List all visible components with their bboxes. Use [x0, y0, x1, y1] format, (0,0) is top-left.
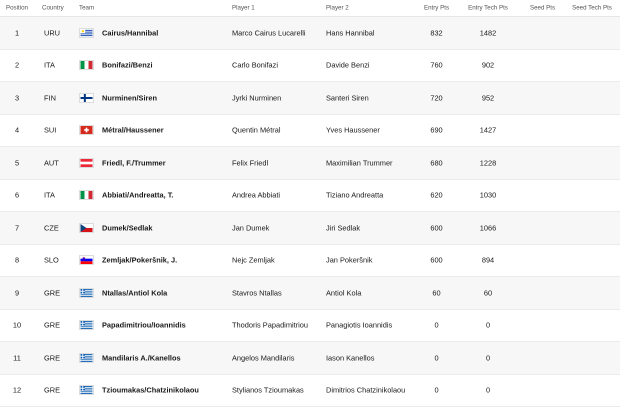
player1-link[interactable]: Andrea Abbiati: [232, 190, 281, 200]
player2-link[interactable]: Santeri Siren: [326, 93, 369, 103]
player1-link[interactable]: Nejc Zemljak: [232, 255, 275, 265]
player2-link[interactable]: Jiri Sedlak: [326, 223, 361, 233]
table-row[interactable]: [0, 82, 620, 115]
position-cell: 7: [14, 223, 20, 233]
table-body: [0, 17, 620, 407]
entry-pts-cell: 720: [430, 93, 443, 103]
entry-tech-pts-cell: 902: [481, 60, 495, 70]
table-row[interactable]: [0, 180, 620, 213]
country-cell: AUT: [44, 158, 59, 168]
player1-link[interactable]: Stavros Ntallas: [232, 288, 282, 298]
entry-pts-cell: 0: [434, 353, 439, 363]
position-cell: 11: [13, 353, 21, 363]
table-header: [0, 0, 620, 17]
team-link[interactable]: Cairus/Hannibal: [102, 28, 159, 38]
country-cell: CZE: [44, 223, 59, 233]
table-row[interactable]: [0, 147, 620, 180]
player2-link[interactable]: Antiol Kola: [326, 288, 362, 298]
header-country[interactable]: Country: [42, 4, 64, 12]
entry-tech-pts-cell: 952: [481, 93, 495, 103]
player1-link[interactable]: Felix Friedl: [232, 158, 269, 168]
team-link[interactable]: Papadimitriou/Ioannidis: [102, 320, 186, 330]
player2-link[interactable]: Maximilian Trummer: [326, 158, 393, 168]
position-cell: 6: [14, 190, 20, 200]
entry-pts-cell: 760: [430, 60, 443, 70]
player1-link[interactable]: Thodoris Papadimitriou: [232, 320, 308, 330]
greece-flag-icon: [79, 385, 96, 395]
team-link[interactable]: Ntallas/Antiol Kola: [102, 288, 168, 298]
entry-pts-cell: 0: [434, 320, 439, 330]
entry-pts-cell: 690: [430, 125, 443, 135]
header-seed-tech-pts[interactable]: Seed Tech Pts: [572, 4, 612, 12]
team-link[interactable]: Tzioumakas/Chatzinikolaou: [102, 385, 199, 395]
table-row[interactable]: [0, 245, 620, 278]
player2-link[interactable]: Davide Benzi: [326, 60, 370, 70]
table-row[interactable]: [0, 50, 620, 83]
greece-flag-icon: [79, 353, 96, 363]
switzerland-flag-icon: [79, 125, 96, 135]
country-cell: ITA: [44, 190, 55, 200]
uruguay-flag-icon: [79, 28, 96, 38]
italy-flag-icon: [79, 60, 96, 70]
entry-tech-pts-cell: 1482: [479, 28, 497, 38]
country-cell: FIN: [44, 93, 56, 103]
player2-link[interactable]: Yves Haussener: [326, 125, 380, 135]
austria-flag-icon: [79, 158, 96, 168]
entry-tech-pts-cell: 1228: [479, 158, 497, 168]
team-link[interactable]: Mandilaris A./Kanellos: [102, 353, 181, 363]
greece-flag-icon: [79, 320, 96, 330]
entry-pts-cell: 832: [430, 28, 443, 38]
player2-link[interactable]: Tiziano Andreatta: [326, 190, 384, 200]
player2-link[interactable]: Iason Kanellos: [326, 353, 375, 363]
entry-tech-pts-cell: 1066: [479, 223, 497, 233]
player1-link[interactable]: Jyrki Nurminen: [232, 93, 282, 103]
country-cell: GRE: [44, 320, 61, 330]
entry-pts-cell: 680: [430, 158, 443, 168]
table-row[interactable]: [0, 375, 620, 407]
italy-flag-icon: [79, 190, 96, 200]
position-cell: 3: [14, 93, 20, 103]
country-cell: GRE: [44, 288, 61, 298]
team-link[interactable]: Zemljak/Pokeršnik, J.: [102, 255, 178, 265]
team-link[interactable]: Nurminen/Siren: [102, 93, 158, 103]
country-cell: GRE: [44, 353, 61, 363]
table-row[interactable]: [0, 115, 620, 148]
country-cell: URU: [44, 28, 61, 38]
player1-link[interactable]: Angelos Mandilaris: [232, 353, 295, 363]
greece-flag-icon: [79, 288, 96, 298]
entry-pts-cell: 60: [432, 288, 441, 298]
position-cell: 9: [14, 288, 20, 298]
player2-link[interactable]: Hans Hannibal: [326, 28, 375, 38]
header-entry-pts[interactable]: Entry Pts: [423, 4, 450, 12]
header-team[interactable]: Team: [79, 4, 95, 12]
entry-tech-pts-cell: 894: [481, 255, 495, 265]
header-position[interactable]: Position: [5, 4, 28, 12]
entry-tech-pts-cell: 1030: [479, 190, 497, 200]
position-cell: 5: [14, 158, 20, 168]
team-link[interactable]: Abbiati/Andreatta, T.: [102, 190, 174, 200]
position-cell: 10: [12, 320, 22, 330]
player1-link[interactable]: Marco Cairus Lucarelli: [232, 28, 306, 38]
entry-tech-pts-cell: 1427: [479, 125, 497, 135]
position-cell: 1: [14, 28, 20, 38]
header-player1[interactable]: Player 1: [232, 4, 255, 12]
position-cell: 8: [14, 255, 20, 265]
team-link[interactable]: Métral/Haussener: [102, 125, 164, 135]
position-cell: 4: [14, 125, 20, 135]
player1-link[interactable]: Jan Dumek: [232, 223, 270, 233]
entry-tech-pts-cell: 0: [485, 353, 491, 363]
header-player2[interactable]: Player 2: [326, 4, 349, 12]
table-row[interactable]: [0, 17, 620, 50]
header-seed-pts[interactable]: Seed Pts: [529, 4, 556, 12]
country-cell: ITA: [44, 60, 55, 70]
team-link[interactable]: Bonifazi/Benzi: [102, 60, 153, 70]
position-cell: 12: [12, 385, 22, 395]
table-row[interactable]: [0, 277, 620, 310]
team-link[interactable]: Dumek/Sedlak: [102, 223, 153, 233]
player1-link[interactable]: Quentin Métral: [232, 125, 281, 135]
country-cell: SLO: [44, 255, 59, 265]
entry-pts-cell: 620: [430, 190, 443, 200]
header-entry-tech-pts[interactable]: Entry Tech Pts: [468, 4, 508, 12]
entry-pts-cell: 600: [430, 255, 443, 265]
slovenia-flag-icon: [79, 255, 96, 265]
player2-link[interactable]: Dimitrios Chatzinikolaou: [326, 385, 406, 395]
position-cell: 2: [14, 60, 20, 70]
czech-flag-icon: [79, 223, 96, 233]
finland-flag-icon: [79, 93, 96, 103]
entry-tech-pts-cell: 0: [485, 385, 491, 395]
country-cell: GRE: [44, 385, 61, 395]
entry-pts-cell: 600: [430, 223, 443, 233]
table-row[interactable]: [0, 310, 620, 343]
table-row[interactable]: [0, 342, 620, 375]
player1-link[interactable]: Stylianos Tzioumakas: [232, 385, 304, 395]
player2-link[interactable]: Panagiotis Ioannidis: [326, 320, 393, 330]
team-link[interactable]: Friedl, F./Trummer: [102, 158, 166, 168]
entry-tech-pts-cell: 60: [483, 288, 493, 298]
table-row[interactable]: [0, 212, 620, 245]
country-cell: SUI: [44, 125, 57, 135]
entry-pts-cell: 0: [434, 385, 439, 395]
player2-link[interactable]: Jan Pokeršnik: [326, 255, 373, 265]
entry-tech-pts-cell: 0: [485, 320, 491, 330]
player1-link[interactable]: Carlo Bonifazi: [232, 60, 279, 70]
